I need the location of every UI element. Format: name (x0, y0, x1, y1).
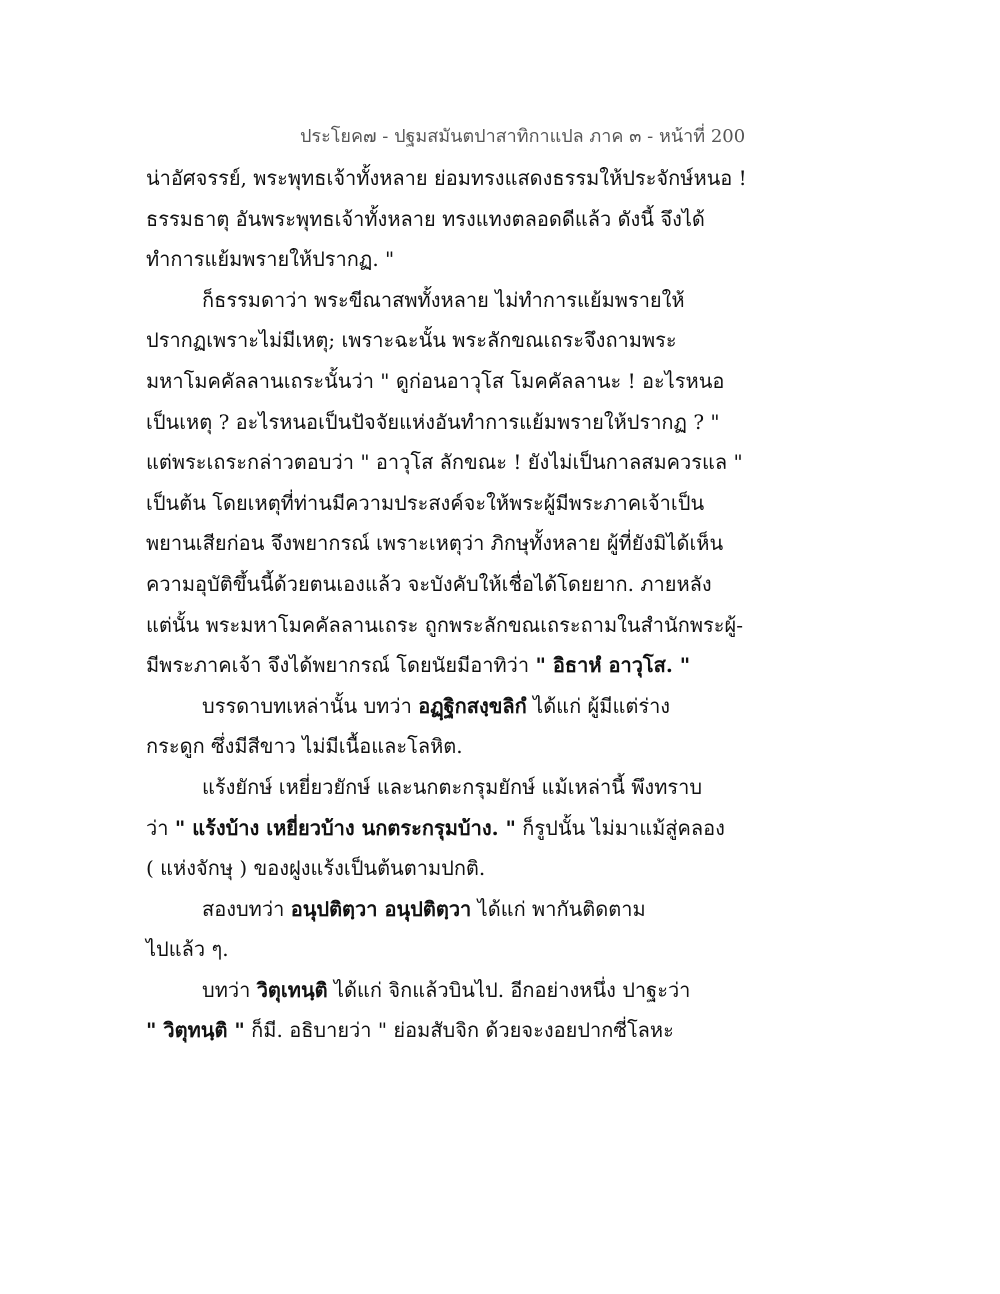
text-segment: ได้แก่ จิกแล้วบินไป. อีกอย่างหนึ่ง ปาฐะว่า (327, 977, 691, 1002)
text-segment: แร้งยักษ์ เหยี่ยวยักษ์ และนกตะกรุมยักษ์ แม้เหล่านี้ พึงทราบ (202, 774, 703, 799)
text-line (146, 929, 866, 970)
pali-term: อนุปติตฺวา อนุปติตฺวา (290, 896, 472, 921)
text-segment: ก็รูปนั้น ไม่มาแม้สู่คลอง (515, 815, 725, 840)
text-line (146, 970, 866, 1011)
text-segment: ว่า (146, 815, 175, 840)
pali-term: " แร้งบ้าง เหยี่ยวบ้าง นกตระกรุมบ้าง. " (174, 815, 516, 840)
pali-term: อฏฺฐิกสงฺขลิกํ (418, 693, 527, 718)
text-line (146, 280, 866, 321)
text-segment: เป็นต้น โดยเหตุที่ท่านมีความประสงค์จะให้พระผู้มีพระภาคเจ้าเป็น (146, 490, 705, 515)
text-segment: บทว่า (202, 977, 257, 1002)
pali-term: " อิธาหํ อาวุโส. " (535, 653, 691, 678)
text-segment: แต่พระเถระกล่าวตอบว่า " อาวุโส ลักขณะ ! ยังไม่เป็นกาลสมควรแล " (146, 450, 743, 475)
text-line (146, 808, 866, 849)
text-segment: เป็นเหตุ ? อะไรหนอเป็นปัจจัยแห่งอันทำการแย้มพรายให้ปรากฏ ? " (146, 409, 720, 434)
text-segment: สองบทว่า (202, 896, 291, 921)
text-line (146, 523, 866, 564)
text-segment: ได้แก่ ผู้มีแต่ร่าง (526, 693, 671, 718)
text-segment: กระดูก ซึ่งมีสีขาว ไม่มีเนื้อและโลหิต. (146, 734, 463, 759)
text-segment: มหาโมคคัลลานเถระนั้นว่า " ดูก่อนอาวุโส โมคคัลลานะ ! อะไรหนอ (146, 368, 725, 393)
text-line (146, 483, 866, 524)
text-segment: แต่นั้น พระมหาโมคคัลลานเถระ ถูกพระลักขณเถระถามในสำนักพระผู้- (146, 612, 743, 637)
text-segment: พยานเสียก่อน จึงพยากรณ์ เพราะเหตุว่า ภิกษุทั้งหลาย ผู้ที่ยังมิได้เห็น (146, 531, 724, 556)
text-line (146, 848, 866, 889)
text-line (146, 564, 866, 605)
text-line (146, 726, 866, 767)
text-segment: ทำการแย้มพรายให้ปรากฏ. " (146, 247, 395, 272)
text-line (146, 889, 866, 930)
text-segment: มีพระภาคเจ้า จึงได้พยากรณ์ โดยนัยมีอาทิว่า (146, 653, 536, 678)
pali-term: " วิตุทนฺติ " (146, 1018, 245, 1043)
text-line (146, 767, 866, 808)
text-line (146, 239, 866, 280)
text-segment: ความอุบัติขึ้นนี้ด้วยตนเองแล้ว จะบังคับให้เชื่อได้โดยยาก. ภายหลัง (146, 571, 712, 596)
text-line (146, 361, 866, 402)
text-line (146, 158, 866, 199)
text-segment: น่าอัศจรรย์, พระพุทธเจ้าทั้งหลาย ย่อมทรงแสดงธรรมให้ประจักษ์หนอ ! (146, 166, 747, 190)
text-segment: บรรดาบทเหล่านั้น บทว่า (202, 693, 419, 718)
text-segment: ธรรมธาตุ อันพระพุทธเจ้าทั้งหลาย ทรงแทงตลอดดีแล้ว ดังนี้ จึงได้ (146, 206, 705, 231)
running-header: ประโยค๗ - ปฐมสมันตปาสาทิกาแปล ภาค ๓ - หน้าที่ 200 (300, 126, 746, 147)
text-line (146, 199, 866, 240)
text-segment: ( แห่งจักษุ ) ของฝูงแร้งเป็นต้นตามปกติ. (146, 856, 486, 881)
text-line (146, 1010, 866, 1051)
text-segment: ได้แก่ พากันติดตาม (471, 896, 646, 921)
text-segment: ก็ธรรมดาว่า พระขีณาสพทั้งหลาย ไม่ทำการแย้มพรายให้ (202, 287, 685, 312)
text-line (146, 645, 866, 686)
text-line (146, 686, 866, 727)
text-segment: ก็มี. อธิบายว่า " ย่อมสับจิก ด้วยจะงอยปากซี่โลหะ (244, 1018, 674, 1043)
text-line (146, 402, 866, 443)
text-segment: ปรากฏเพราะไม่มีเหตุ; เพราะฉะนั้น พระลักขณเถระจึงถามพระ (146, 328, 677, 353)
text-line (146, 442, 866, 483)
text-line (146, 605, 866, 646)
pali-term: วิตุเทนฺติ (256, 977, 328, 1002)
text-segment: ไปแล้ว ๆ. (146, 937, 229, 962)
text-line (146, 320, 866, 361)
body-text (146, 158, 866, 1051)
